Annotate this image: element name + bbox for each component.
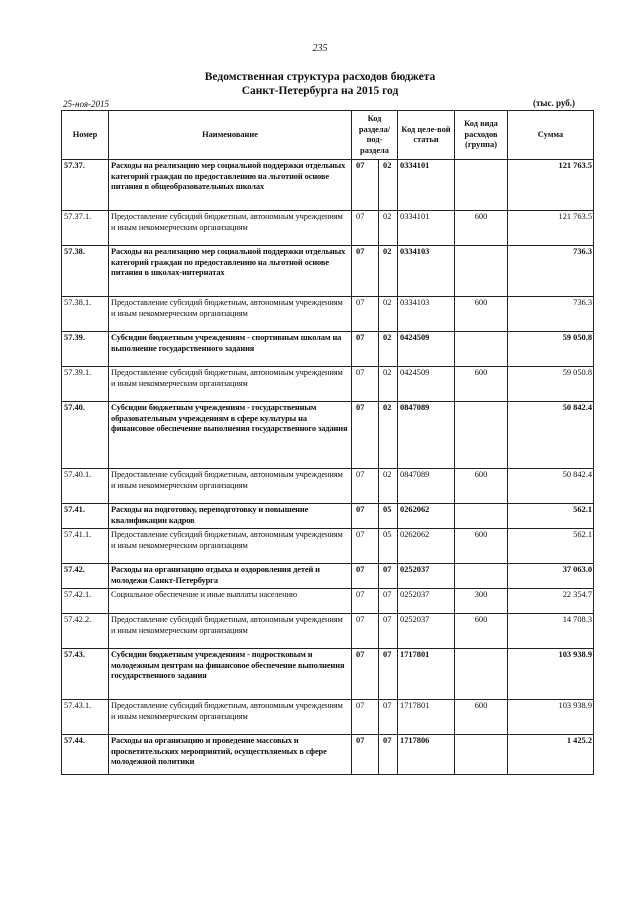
- header-amount: Сумма: [508, 111, 594, 160]
- header-target: Код целе-вой статьи: [398, 111, 455, 160]
- row-target-code: 1717801: [398, 700, 455, 735]
- row-amount: 1 425.2: [508, 735, 594, 775]
- row-expense-type: 600: [455, 614, 508, 649]
- row-section: 07: [352, 160, 379, 211]
- row-subsection: 07: [379, 614, 398, 649]
- row-subsection: 02: [379, 402, 398, 469]
- table-row: [62, 402, 594, 469]
- row-expense-type: 600: [455, 297, 508, 332]
- row-target-code: 0262062: [398, 529, 455, 564]
- row-subsection: 07: [379, 735, 398, 775]
- title-line-2: Санкт-Петербурга на 2015 год: [241, 85, 399, 97]
- row-number: 57.42.: [62, 564, 109, 589]
- table-row: [62, 504, 594, 529]
- row-number: 57.42.1.: [62, 589, 109, 614]
- row-subsection: 05: [379, 529, 398, 564]
- row-name: Расходы на организацию отдыха и оздоровления детей и молодежи Санкт-Петербурга: [109, 564, 352, 589]
- row-amount: 736.3: [508, 246, 594, 297]
- row-section: 07: [352, 529, 379, 564]
- table-row: [62, 297, 594, 332]
- row-name: Расходы на организацию и проведение массовых и просветительских мероприятий, осуществляемых в сфере молодежной политики: [109, 735, 352, 775]
- header-number: Номер: [62, 111, 109, 160]
- row-number: 57.41.: [62, 504, 109, 529]
- row-section: 07: [352, 297, 379, 332]
- row-section: 07: [352, 246, 379, 297]
- row-section: 07: [352, 402, 379, 469]
- row-name: Предоставление субсидий бюджетным, автономным учреждениям и иным некоммерческим организациям: [109, 529, 352, 564]
- row-target-code: 0252037: [398, 564, 455, 589]
- row-amount: 37 063.0: [508, 564, 594, 589]
- row-target-code: 0847089: [398, 402, 455, 469]
- row-amount: 121 763.5: [508, 211, 594, 246]
- row-subsection: 02: [379, 297, 398, 332]
- row-section: 07: [352, 564, 379, 589]
- row-section: 07: [352, 649, 379, 700]
- row-expense-type: 600: [455, 529, 508, 564]
- row-expense-type: [455, 332, 508, 367]
- row-subsection: 02: [379, 332, 398, 367]
- row-number: 57.40.1.: [62, 469, 109, 504]
- header-name: Наименование: [109, 111, 352, 160]
- row-subsection: 02: [379, 469, 398, 504]
- table-row: [62, 332, 594, 367]
- table-row: [62, 529, 594, 564]
- row-expense-type: [455, 649, 508, 700]
- row-expense-type: [455, 735, 508, 775]
- row-expense-type: [455, 246, 508, 297]
- row-name: Расходы на реализацию мер социальной поддержки отдельных категорий граждан по предоставлению на льготной основе питания в школах-интернатах: [109, 246, 352, 297]
- row-target-code: 0424509: [398, 367, 455, 402]
- row-number: 57.43.1.: [62, 700, 109, 735]
- row-name: Предоставление субсидий бюджетным, автономным учреждениям и иным некоммерческим организациям: [109, 211, 352, 246]
- table-row: [62, 469, 594, 504]
- row-number: 57.39.1.: [62, 367, 109, 402]
- row-amount: 736.3: [508, 297, 594, 332]
- row-target-code: 0424509: [398, 332, 455, 367]
- row-section: 07: [352, 367, 379, 402]
- row-expense-type: 600: [455, 700, 508, 735]
- row-number: 57.37.: [62, 160, 109, 211]
- row-target-code: 1717806: [398, 735, 455, 775]
- row-target-code: 0334101: [398, 211, 455, 246]
- row-name: Расходы на подготовку, переподготовку и повышение квалификации кадров: [109, 504, 352, 529]
- row-target-code: 0334103: [398, 297, 455, 332]
- row-target-code: 1717801: [398, 649, 455, 700]
- row-subsection: 02: [379, 160, 398, 211]
- document-title: [0, 70, 640, 98]
- row-name: Предоставление субсидий бюджетным, автономным учреждениям и иным некоммерческим организациям: [109, 297, 352, 332]
- row-section: 07: [352, 469, 379, 504]
- table-row: [62, 700, 594, 735]
- page-number: 235: [312, 43, 328, 54]
- units-label: (тыс. руб.): [533, 98, 575, 108]
- row-amount: 103 938.9: [508, 700, 594, 735]
- row-target-code: 0847089: [398, 469, 455, 504]
- table-row: [62, 649, 594, 700]
- row-expense-type: 600: [455, 469, 508, 504]
- row-target-code: 0262062: [398, 504, 455, 529]
- row-subsection: 07: [379, 564, 398, 589]
- row-number: 57.42.2.: [62, 614, 109, 649]
- row-section: 07: [352, 735, 379, 775]
- row-subsection: 02: [379, 211, 398, 246]
- table-row: [62, 614, 594, 649]
- row-name: Предоставление субсидий бюджетным, автономным учреждениям и иным некоммерческим организациям: [109, 700, 352, 735]
- row-amount: 562.1: [508, 529, 594, 564]
- row-amount: 50 842.4: [508, 469, 594, 504]
- row-expense-type: 300: [455, 589, 508, 614]
- row-number: 57.38.1.: [62, 297, 109, 332]
- table-body: [62, 160, 594, 775]
- table-header-row: [62, 111, 594, 160]
- row-name: Предоставление субсидий бюджетным, автономным учреждениям и иным некоммерческим организациям: [109, 367, 352, 402]
- row-name: Субсидии бюджетным учреждениям - спортивным школам на выполнение государственного задания: [109, 332, 352, 367]
- row-name: Субсидии бюджетным учреждениям - государственным образовательным учреждениям в сфере культуры на финансовое обеспечение выполнения государственного задания: [109, 402, 352, 469]
- row-amount: 59 050.8: [508, 367, 594, 402]
- row-amount: 59 050.8: [508, 332, 594, 367]
- table-row: [62, 367, 594, 402]
- row-section: 07: [352, 504, 379, 529]
- row-expense-type: [455, 504, 508, 529]
- row-target-code: 0334103: [398, 246, 455, 297]
- row-target-code: 0252037: [398, 589, 455, 614]
- row-name: Социальное обеспечение и иные выплаты населению: [109, 589, 352, 614]
- row-number: 57.40.: [62, 402, 109, 469]
- table-row: [62, 564, 594, 589]
- row-name: Предоставление субсидий бюджетным, автономным учреждениям и иным некоммерческим организациям: [109, 614, 352, 649]
- report-date: 25-ноя-2015: [63, 99, 110, 109]
- table-row: [62, 589, 594, 614]
- table-row: [62, 211, 594, 246]
- header-type: Код вида расходов (группа): [455, 111, 508, 160]
- row-expense-type: [455, 402, 508, 469]
- row-section: 07: [352, 700, 379, 735]
- row-number: 57.43.: [62, 649, 109, 700]
- row-target-code: 0252037: [398, 614, 455, 649]
- table-row: [62, 160, 594, 211]
- row-amount: 22 354.7: [508, 589, 594, 614]
- row-number: 57.38.: [62, 246, 109, 297]
- row-amount: 103 938.9: [508, 649, 594, 700]
- row-section: 07: [352, 614, 379, 649]
- row-subsection: 07: [379, 649, 398, 700]
- row-subsection: 02: [379, 246, 398, 297]
- row-target-code: 0334101: [398, 160, 455, 211]
- row-amount: 50 842.4: [508, 402, 594, 469]
- row-name: Субсидии бюджетным учреждениям - подростковым и молодежным центрам на финансовое обеспечение выполнения государственного задания: [109, 649, 352, 700]
- table-row: [62, 246, 594, 297]
- row-subsection: 07: [379, 589, 398, 614]
- row-number: 57.41.1.: [62, 529, 109, 564]
- row-subsection: 05: [379, 504, 398, 529]
- header-section: Код раздела/ под-раздела: [352, 111, 398, 160]
- row-expense-type: [455, 564, 508, 589]
- row-subsection: 02: [379, 367, 398, 402]
- row-name: Предоставление субсидий бюджетным, автономным учреждениям и иным некоммерческим организациям: [109, 469, 352, 504]
- row-subsection: 07: [379, 700, 398, 735]
- row-name: Расходы на реализацию мер социальной поддержки отдельных категорий граждан по предоставлению на льготной основе питания в общеобразовательных школах: [109, 160, 352, 211]
- row-expense-type: 600: [455, 367, 508, 402]
- row-number: 57.44.: [62, 735, 109, 775]
- row-section: 07: [352, 211, 379, 246]
- row-section: 07: [352, 589, 379, 614]
- row-number: 57.39.: [62, 332, 109, 367]
- row-amount: 121 763.5: [508, 160, 594, 211]
- row-amount: 14 708.3: [508, 614, 594, 649]
- row-number: 57.37.1.: [62, 211, 109, 246]
- row-expense-type: 600: [455, 211, 508, 246]
- title-line-1: Ведомственная структура расходов бюджета: [204, 71, 436, 83]
- row-expense-type: [455, 160, 508, 211]
- row-section: 07: [352, 332, 379, 367]
- budget-table: [61, 110, 594, 775]
- row-amount: 562.1: [508, 504, 594, 529]
- table-row: [62, 735, 594, 775]
